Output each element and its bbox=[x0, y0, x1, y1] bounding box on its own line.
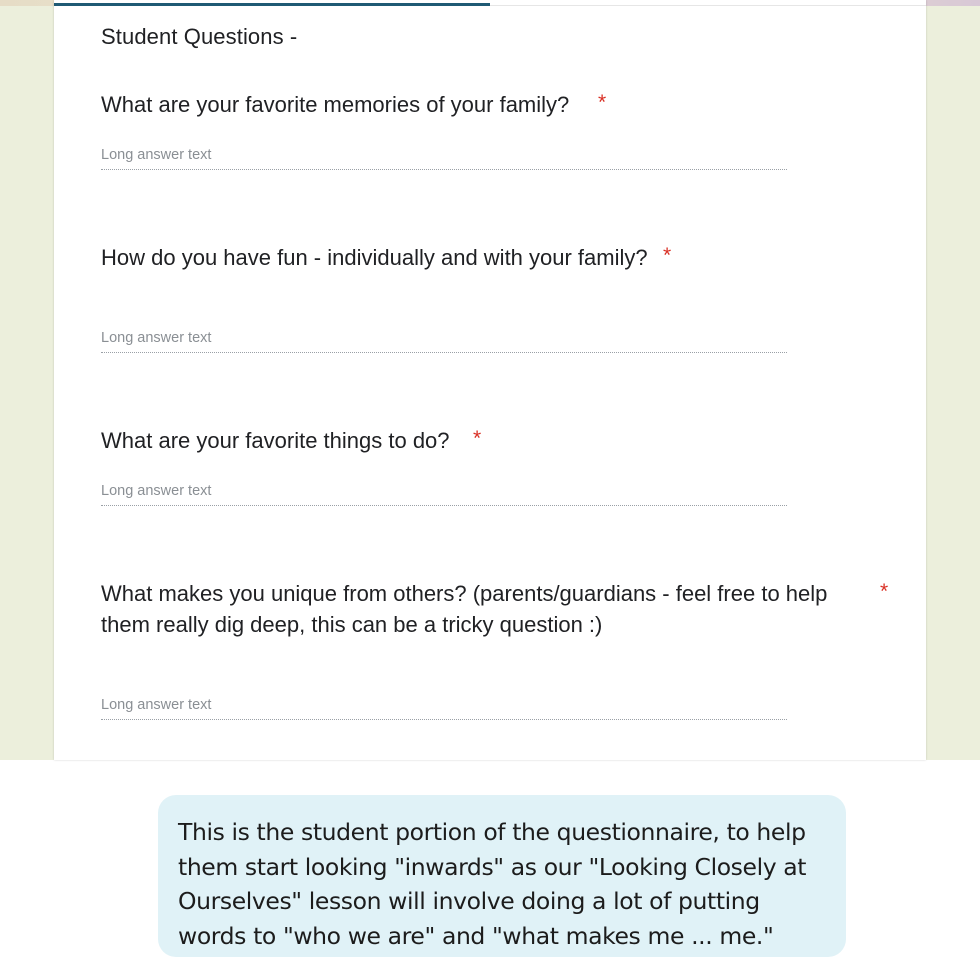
form-card bbox=[54, 0, 926, 760]
caption-box bbox=[158, 795, 846, 957]
answer-placeholder: Long answer text bbox=[101, 330, 212, 346]
section-title: Student Questions - bbox=[101, 24, 298, 49]
question-3-text: What are your favorite things to do? bbox=[101, 428, 450, 453]
required-asterisk: * bbox=[473, 427, 482, 450]
progress-bar bbox=[54, 0, 926, 6]
question-2-text: How do you have fun - individually and with your family? bbox=[101, 245, 648, 270]
answer-field-4[interactable] bbox=[101, 697, 787, 720]
question-1-text: What are your favorite memories of your family? bbox=[101, 92, 570, 117]
progress-bar-fill bbox=[54, 3, 490, 6]
answer-placeholder: Long answer text bbox=[101, 697, 212, 713]
answer-field-1[interactable] bbox=[101, 147, 787, 170]
question-1 bbox=[101, 89, 661, 120]
caption-text: This is the student portion of the questionnaire, to help them start looking "inwards" as our "Looking Closely at Ourselves" lesson will involve doing a lot of putting words to "who we are" and "what makes me ... me." bbox=[178, 818, 807, 950]
answer-placeholder: Long answer text bbox=[101, 483, 212, 499]
question-2 bbox=[101, 242, 721, 273]
question-3 bbox=[101, 425, 521, 456]
answer-field-3[interactable] bbox=[101, 483, 787, 506]
question-4-text: What makes you unique from others? (parents/guardians - feel free to help them really dig deep, this can be a tricky question :) bbox=[101, 581, 828, 637]
required-asterisk: * bbox=[663, 244, 672, 267]
required-asterisk: * bbox=[880, 580, 889, 603]
answer-field-2[interactable] bbox=[101, 330, 787, 353]
required-asterisk: * bbox=[598, 91, 607, 114]
question-4 bbox=[101, 578, 871, 640]
answer-placeholder: Long answer text bbox=[101, 147, 212, 163]
